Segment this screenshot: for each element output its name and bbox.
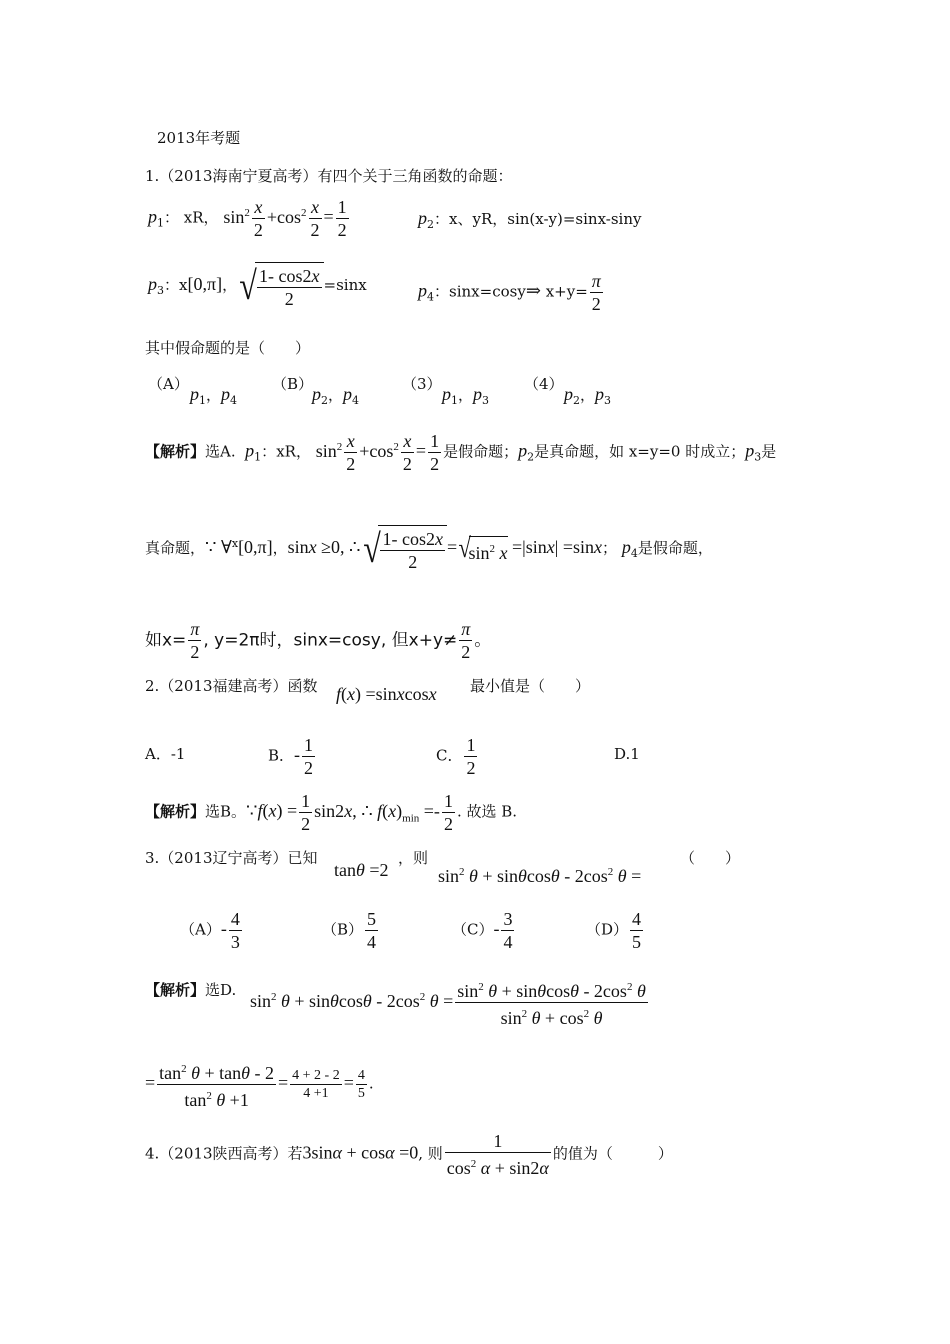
question-3-given: tanθ =2 xyxy=(334,860,389,880)
proposition-p2: $p_2$：x、yR，sin(x-y)=sinx-siny xyxy=(418,208,642,231)
proposition-p4: $p_4$：sinx=cosy⇒ x+y= $\frac{\pi}{2}$ xyxy=(418,271,601,314)
question-3-then: ，则 xyxy=(398,849,429,867)
solution-3-line-1: $\sin^2 \theta + \sin\theta\cos\theta - 2\cos^2$ θ = $\frac{\sin^2 \theta + \sin\theta\cos\theta - 2\cos^2 \theta}{\sin^2 \theta + \cos^2 \theta}$ xyxy=(250,976,650,1029)
solution-3-line-2: = $\frac{\tan^2 \theta + \tan\theta - 2}{\tan^2 \theta +1}$ = $\frac{4 + 2 - 2}{4 +1}$ = $\frac{4}{5}$ . xyxy=(145,1058,374,1111)
q3-option-b: （B） $\frac{5}{4}$ xyxy=(322,909,377,952)
solution-3-label: 【解析】选D. xyxy=(145,981,237,999)
q2-option-b: B．- $\frac{1}{2}$ xyxy=(268,735,314,778)
option-a-value: $p_1$，$p_4$ xyxy=(190,384,238,407)
option-d-value: $p_2$，$p_3$ xyxy=(564,384,612,407)
question-1-stem: 1.（2013海南宁夏高考）有四个关于三角函数的命题： xyxy=(145,167,513,185)
solution-1-line-3: 如x= $\frac{\pi}{2}$ , y=2π时，sinx=cosy, 但x+y≠ $\frac{\pi}{2}$ 。 xyxy=(145,619,492,662)
q2-option-d: D.1 xyxy=(614,745,640,763)
q2-option-c: C． $\frac{1}{2}$ xyxy=(436,735,476,778)
solution-1-line-2: 真命题，∵ ∀$^x$[0,π]，sinx ≥0, ∴√ $\frac{1- \cos 2x}{2}$ $=√\sin^2$ x =|sinx| =sinx； $p_4$是假命题， xyxy=(145,526,713,572)
option-d: （4） xyxy=(524,375,564,393)
question-3-expression: $\sin^2 \theta + \sin\theta\cos\theta - 2\cos^2$ θ = xyxy=(438,866,642,886)
option-c: （3） xyxy=(402,375,442,393)
solution-1-line-1: 【解析】选A. $p_1$：xR， $\sin^2$ $\frac{x}{2}$ $+\cos^2$ $\frac{x}{2}$ = $\frac{1}{2}$ 是假命题；$p_2$是真命题，如 x=y=0 时成立；$p_3$是 xyxy=(145,431,777,474)
proposition-p3: $p_3$：x[0,π]，√ $\frac{1- \cos 2x}{2}$ =sinx xyxy=(148,263,367,309)
option-c-value: $p_1$，$p_3$ xyxy=(442,384,490,407)
question-2-tail: 最小值是（ ） xyxy=(470,677,591,695)
solution-2: 【解析】选B。∵f(x) = $\frac{1}{2}$ sin2x, ∴ $f(x)_{min}$ =- $\frac{1}{2}$ . 故选 B. xyxy=(145,791,518,834)
q2-option-a: A．-1 xyxy=(145,745,186,763)
question-4-stem: 4.（2013陕西高考）若3sinα + cosα =0, 则 $\frac{1}{\cos^2 \alpha + \sin 2\alpha}$ 的值为（ ） xyxy=(145,1131,673,1178)
proposition-p1: $p_1$： xR， $\sin^2$ $\frac{x}{2}$ $+\cos^2$ $\frac{x}{2}$ = $\frac{1}{2}$ xyxy=(148,197,347,240)
q3-option-c: （C）- $\frac{3}{4}$ xyxy=(452,909,513,952)
q3-option-d: （D） $\frac{4}{5}$ xyxy=(586,909,642,952)
page-title: 2013年考题 xyxy=(157,129,241,147)
option-b-value: $p_2$，$p_4$ xyxy=(312,384,360,407)
question-2-stem: 2.（2013福建高考）函数 xyxy=(145,677,318,695)
option-a: （A） xyxy=(148,375,189,393)
question-3-paren: （ ） xyxy=(680,849,741,867)
option-b: （B） xyxy=(272,375,314,393)
question-3-stem: 3.（2013辽宁高考）已知 xyxy=(145,849,318,867)
question-1-ask: 其中假命题的是（ ） xyxy=(145,339,311,357)
question-2-function: f(x) =sinxcosx xyxy=(336,684,437,704)
q3-option-a: （A）- $\frac{4}{3}$ xyxy=(180,909,240,952)
